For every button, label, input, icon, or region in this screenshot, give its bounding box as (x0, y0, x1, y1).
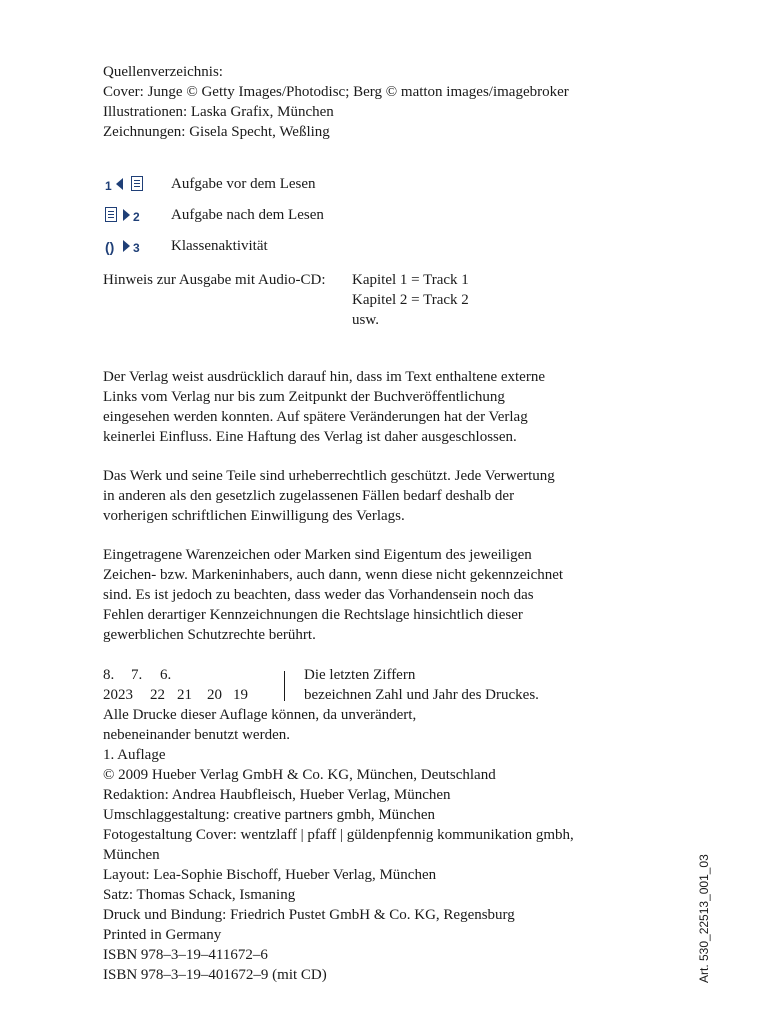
legal-paragraph-copyright (103, 466, 555, 526)
after-reading-icon: 2 (103, 206, 163, 224)
legend-label: Aufgabe nach dem Lesen (171, 207, 324, 223)
article-code: Art. 530_22513_001_03 (697, 854, 711, 983)
paragraph-line: sind. Es ist jedoch zu beachten, dass weder das Vorhandensein noch das (103, 587, 534, 603)
sources-heading: Quellenverzeichnis: (103, 64, 223, 80)
isbn-with-cd: ISBN 978–3–19–401672–9 (mit CD) (103, 967, 327, 983)
imprint-line: Fotogestaltung Cover: wentzlaff | pfaff | güldenpfennig kommunikation gmbh, (103, 827, 574, 843)
audio-hint-label: Hinweis zur Ausgabe mit Audio-CD: (103, 272, 326, 288)
imprint-line: Umschlaggestaltung: creative partners gmbh, München (103, 807, 435, 823)
legal-paragraph-trademarks (103, 545, 563, 645)
paragraph-line: Der Verlag weist ausdrücklich darauf hin, dass im Text enthaltene externe (103, 369, 545, 385)
legend-item (103, 173, 316, 195)
class-activity-icon: () 3 (105, 239, 140, 255)
audio-hint-value: usw. (352, 312, 379, 328)
paragraph-line: keinerlei Einfluss. Eine Haftung des Verlag ist daher ausgeschlossen. (103, 429, 517, 445)
imprint-line: München (103, 847, 160, 863)
paragraph-line: in anderen als den gesetzlich zugelassenen Fällen bedarf deshalb der (103, 488, 515, 504)
paragraph-line: Zeichen- bzw. Markeninhabers, auch dann, wenn diese nicht gekennzeichnet (103, 567, 564, 583)
sources-line: Cover: Junge © Getty Images/Photodisc; Berg © matton images/imagebroker (103, 84, 569, 100)
legend-item (103, 204, 324, 226)
imprint-line: Layout: Lea-Sophie Bischoff, Hueber Verlag, München (103, 867, 437, 883)
imprint-block (103, 705, 574, 985)
legend-label: Aufgabe vor dem Lesen (171, 176, 316, 192)
print-run-note: Die letzten Ziffern (304, 667, 416, 683)
legal-paragraph-links (103, 367, 545, 447)
audio-cd-hint (103, 270, 523, 332)
isbn: ISBN 978–3–19–411672–6 (103, 947, 268, 963)
print-run-info (103, 665, 603, 705)
paragraph-line: eingesehen werden konnten. Auf spätere Veränderungen hat der Verlag (103, 409, 528, 425)
edition: 1. Auflage (103, 747, 166, 763)
divider (284, 671, 285, 701)
sources-block (103, 62, 569, 142)
imprint-line: Druck und Bindung: Friedrich Pustet GmbH & Co. KG, Regensburg (103, 907, 515, 923)
imprint-line: Alle Drucke dieser Auflage können, da unverändert, (103, 707, 417, 723)
paragraph-line: Links vom Verlag nur bis zum Zeitpunkt der Buchveröffentlichung (103, 389, 505, 405)
paragraph-line: Eingetragene Warenzeichen oder Marken sind Eigentum des jeweiligen (103, 547, 532, 563)
paragraph-line: vorherigen schriftlichen Einwilligung des Verlags. (103, 508, 405, 524)
paragraph-line: Das Werk und seine Teile sind urheberrechtlich geschützt. Jede Verwertung (103, 468, 555, 484)
audio-hint-value: Kapitel 2 = Track 2 (352, 292, 469, 308)
sources-line: Illustrationen: Laska Grafix, München (103, 104, 334, 120)
legend-label: Klassenaktivität (171, 238, 268, 254)
print-run-note: bezeichnen Zahl und Jahr des Druckes. (304, 687, 539, 703)
imprint-line: nebeneinander benutzt werden. (103, 727, 290, 743)
sources-line: Zeichnungen: Gisela Specht, Weßling (103, 124, 330, 140)
paragraph-line: gewerblichen Schutzrechte berührt. (103, 627, 316, 643)
imprint-line: Printed in Germany (103, 927, 222, 943)
paragraph-line: Fehlen derartiger Kennzeichnungen die Rechtslage hinsichtlich dieser (103, 607, 523, 623)
print-run-years: 2023 22 21 20 19 (103, 687, 248, 703)
print-run-numbers: 8. 7. 6. (103, 667, 172, 683)
audio-hint-value: Kapitel 1 = Track 1 (352, 272, 469, 288)
legend-item (103, 235, 268, 257)
imprint-line: Satz: Thomas Schack, Ismaning (103, 887, 296, 903)
copyright-line: © 2009 Hueber Verlag GmbH & Co. KG, München, Deutschland (103, 767, 496, 783)
imprint-line: Redaktion: Andrea Haubfleisch, Hueber Verlag, München (103, 787, 451, 803)
before-reading-icon: 1 (103, 175, 163, 193)
